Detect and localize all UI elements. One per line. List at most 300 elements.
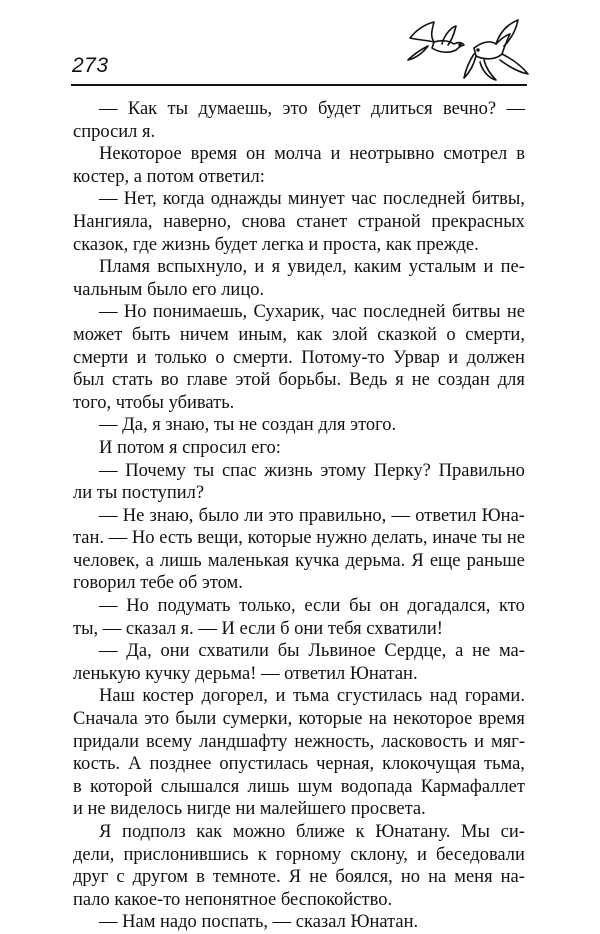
word: Пламя xyxy=(99,257,151,278)
word: должен xyxy=(466,347,525,368)
word: вечно? xyxy=(443,99,497,119)
text-line xyxy=(73,392,525,415)
word: я xyxy=(271,257,281,278)
word: понимаешь, xyxy=(152,302,248,323)
text-line xyxy=(73,618,525,641)
header-divider xyxy=(71,84,527,86)
word: час xyxy=(351,189,377,210)
word: Некоторое xyxy=(99,144,182,165)
word: сгустилась xyxy=(336,686,423,707)
word: во xyxy=(160,370,179,391)
word: я xyxy=(395,370,404,391)
word: пе- xyxy=(500,257,525,278)
word: легка xyxy=(261,234,309,255)
word: смерти xyxy=(73,347,129,368)
word: последней xyxy=(363,302,446,323)
word: нужно xyxy=(316,528,368,549)
word: вещи, xyxy=(197,528,243,549)
word: человек, xyxy=(73,550,140,571)
word: Сначала xyxy=(73,709,138,730)
word: этом. xyxy=(201,573,243,594)
word: для xyxy=(318,415,351,436)
word: дерьма! xyxy=(195,663,261,684)
word: и xyxy=(275,686,286,707)
word: спас xyxy=(221,460,257,481)
word: есть xyxy=(159,528,193,549)
text-line xyxy=(73,798,525,821)
word: было xyxy=(147,279,192,300)
word: поспать, xyxy=(201,912,273,933)
word: я. xyxy=(180,618,199,639)
word: тебя xyxy=(327,618,367,639)
text-line xyxy=(73,550,525,573)
word: об xyxy=(178,573,202,594)
word: это xyxy=(268,505,294,526)
word: жизнь xyxy=(161,234,215,255)
body-text xyxy=(73,98,525,934)
word: Сердце, xyxy=(384,641,447,662)
text-line xyxy=(73,460,525,483)
text-line xyxy=(73,821,525,844)
word: беспокойство. xyxy=(280,889,393,910)
word: ты, xyxy=(73,618,103,639)
word: — xyxy=(99,912,123,933)
text-line xyxy=(73,911,525,934)
word: быть xyxy=(131,324,171,345)
word: сумерки, xyxy=(222,709,293,730)
word: в xyxy=(516,144,525,165)
word: минует xyxy=(287,189,345,210)
word: тан. xyxy=(73,528,105,549)
word: водопада xyxy=(340,776,413,797)
word: — xyxy=(102,618,126,639)
word: если xyxy=(304,596,341,617)
word: горами. xyxy=(464,686,525,707)
word: раньше xyxy=(466,550,525,571)
word: я. xyxy=(142,121,156,142)
word: думаешь, xyxy=(198,99,273,119)
text-line xyxy=(73,347,525,370)
word: ландшафту xyxy=(199,731,288,752)
word: главе xyxy=(186,370,228,391)
word: и xyxy=(330,144,341,165)
text-line xyxy=(73,889,525,912)
text-line xyxy=(73,505,525,528)
word: это xyxy=(144,709,170,730)
word: но xyxy=(400,867,421,888)
word: кучка xyxy=(295,550,340,571)
word: тебе xyxy=(140,573,179,594)
word: час xyxy=(331,302,357,323)
word: тьма, xyxy=(483,754,525,775)
word: — xyxy=(99,189,118,210)
word: тьма xyxy=(292,686,330,707)
word: которой xyxy=(90,776,153,797)
text-line xyxy=(73,234,525,257)
word: боялся, xyxy=(335,867,393,888)
word: говорил xyxy=(73,573,141,594)
word: ли xyxy=(244,505,264,526)
word: мяг- xyxy=(491,731,525,752)
word: ответил: xyxy=(198,166,265,187)
word: сказал xyxy=(125,618,181,639)
word: сказок, xyxy=(73,234,133,255)
word: был xyxy=(73,370,105,391)
word: б xyxy=(280,618,295,639)
word: опустилась xyxy=(219,754,309,775)
word: какое-то xyxy=(114,889,185,910)
word: если xyxy=(239,618,281,639)
word: Нангияла, xyxy=(73,211,153,232)
word: время xyxy=(478,709,525,730)
word: прислонившись xyxy=(123,844,249,865)
word: нежность, xyxy=(294,731,375,752)
word: и xyxy=(448,347,459,368)
word: — xyxy=(99,460,118,481)
word: ли xyxy=(73,483,97,504)
word: лишь xyxy=(247,776,290,797)
word: ответил xyxy=(415,505,477,526)
word: было xyxy=(198,505,239,526)
word: его xyxy=(191,279,222,300)
word: схватили! xyxy=(366,618,443,639)
word: Я xyxy=(411,550,424,571)
word: этой xyxy=(235,370,271,391)
word: непонятное xyxy=(184,889,281,910)
word: костер xyxy=(142,686,194,707)
word: Нам xyxy=(122,912,161,933)
word: молча xyxy=(274,144,322,165)
word: иначе xyxy=(432,528,478,549)
word: правильно, xyxy=(298,505,387,526)
word: — xyxy=(260,663,285,684)
word: придали xyxy=(73,731,139,752)
text-line xyxy=(73,279,525,302)
text-line xyxy=(73,866,525,889)
word: не xyxy=(411,370,430,391)
word: они xyxy=(160,641,190,662)
text-line xyxy=(73,211,525,234)
word: друг xyxy=(73,867,109,888)
word: другом xyxy=(132,867,189,888)
word: снова xyxy=(241,211,286,232)
text-line xyxy=(73,844,525,867)
word: прекрасных xyxy=(431,211,525,232)
word: потом xyxy=(146,166,199,187)
word: Но xyxy=(131,528,155,549)
text-line xyxy=(73,753,525,776)
word: не xyxy=(472,641,491,662)
word: поступил? xyxy=(121,483,205,504)
word: А xyxy=(128,754,142,775)
word: ленькую xyxy=(73,663,146,684)
word: время xyxy=(190,144,238,165)
word: ты xyxy=(193,460,215,481)
word: только xyxy=(155,347,207,368)
word: пало xyxy=(73,889,115,910)
text-line xyxy=(73,731,525,754)
word: бы xyxy=(349,596,371,617)
word: малейшего xyxy=(259,799,351,820)
word: на xyxy=(428,867,447,888)
word: иным, xyxy=(238,324,287,345)
word: — xyxy=(99,302,118,323)
word: а xyxy=(133,166,147,187)
word: бы xyxy=(277,641,300,662)
text-line xyxy=(73,324,525,347)
word: просвета. xyxy=(350,799,426,820)
word: Мы xyxy=(461,822,490,842)
word: ма- xyxy=(498,641,525,662)
text-line xyxy=(73,685,525,708)
word: нигде xyxy=(186,799,236,820)
word: дерьма. xyxy=(345,550,406,571)
word: Как xyxy=(127,99,158,119)
word: И xyxy=(221,618,240,639)
word: смерти, xyxy=(465,324,525,345)
word: не xyxy=(506,528,525,549)
word: Нет, xyxy=(123,189,157,210)
word: будет xyxy=(317,99,361,119)
word: и xyxy=(483,257,494,278)
word: Потому-то xyxy=(301,347,385,368)
word: маленькая xyxy=(207,550,290,571)
text-line xyxy=(73,166,525,189)
word: не xyxy=(506,302,525,323)
word: а xyxy=(145,550,154,571)
word: всему xyxy=(145,731,193,752)
text-line xyxy=(73,301,525,324)
word: черная, xyxy=(316,754,375,775)
word: — xyxy=(108,528,128,549)
word: Сухарик, xyxy=(253,302,325,323)
word: убивать. xyxy=(168,392,235,413)
word: Почему xyxy=(125,460,186,481)
word: И xyxy=(99,437,117,458)
word: чальным xyxy=(73,279,148,300)
word: — xyxy=(272,912,296,933)
word: Но xyxy=(126,596,149,617)
word: Я xyxy=(99,822,112,842)
word: ты xyxy=(167,99,189,119)
word: я xyxy=(168,437,183,458)
word: Наш xyxy=(99,686,135,707)
word: ласковость xyxy=(381,731,468,752)
word: Юнатан. xyxy=(350,912,419,933)
word: только, xyxy=(239,596,296,617)
word: знаю, xyxy=(149,505,194,526)
word: дели, xyxy=(73,844,115,865)
word: битвы xyxy=(451,302,501,323)
word: может xyxy=(73,324,123,345)
word: на- xyxy=(500,867,525,888)
word: слышался xyxy=(160,776,240,797)
text-line xyxy=(73,708,525,731)
word: Урвар xyxy=(393,347,440,368)
word: к xyxy=(355,822,365,842)
word: ответил xyxy=(284,663,350,684)
word: можно xyxy=(232,822,286,842)
word: — xyxy=(198,618,222,639)
word: где xyxy=(132,234,162,255)
word: Не xyxy=(122,505,145,526)
word: создан xyxy=(261,415,319,436)
word: не xyxy=(239,415,262,436)
word: а xyxy=(455,641,464,662)
word: битвы, xyxy=(471,189,525,210)
word: — xyxy=(99,505,118,526)
word: и xyxy=(474,731,485,752)
word: позднее xyxy=(149,754,212,775)
word: и xyxy=(73,799,88,820)
text-line xyxy=(73,527,525,550)
text-line xyxy=(73,663,525,686)
word: спросил xyxy=(182,437,252,458)
word: как xyxy=(385,234,417,255)
word: я xyxy=(152,415,166,436)
word: Юнатану. xyxy=(375,822,451,842)
word: злой xyxy=(331,324,368,345)
word: и xyxy=(417,844,427,865)
text-line xyxy=(73,121,525,144)
word: — xyxy=(99,99,118,119)
word: того, xyxy=(73,392,116,413)
word: смерти. xyxy=(233,347,293,368)
word: не xyxy=(87,799,111,820)
word: он xyxy=(245,144,266,165)
word: кучку xyxy=(145,663,196,684)
word: и xyxy=(136,347,147,368)
word: — xyxy=(99,415,123,436)
word: Ведь xyxy=(349,370,388,391)
word: подполз xyxy=(122,822,186,842)
word: клокочущая xyxy=(382,754,476,775)
word: Львиное xyxy=(308,641,376,662)
word: и xyxy=(308,234,323,255)
word: вспыхнуло, xyxy=(157,257,248,278)
text-line xyxy=(73,369,525,392)
word: делать, xyxy=(371,528,428,549)
word: станет xyxy=(296,211,348,232)
word: Я xyxy=(288,867,302,888)
word: догорел, xyxy=(201,686,268,707)
text-line xyxy=(73,256,525,279)
word: сказкой xyxy=(377,324,437,345)
word: Правильно xyxy=(438,460,525,481)
word: си- xyxy=(500,822,525,842)
word: беседовали xyxy=(436,844,525,865)
word: длиться xyxy=(370,99,433,119)
word: наверно, xyxy=(163,211,232,232)
text-line xyxy=(73,143,525,166)
word: для xyxy=(497,370,525,391)
word: чтобы xyxy=(115,392,169,413)
text-line xyxy=(73,437,525,460)
word: как xyxy=(196,822,223,842)
text-line xyxy=(73,572,525,595)
word: проста, xyxy=(322,234,386,255)
word: знаю, xyxy=(165,415,214,436)
word: увидел, xyxy=(287,257,347,278)
word: над xyxy=(429,686,458,707)
word: страной xyxy=(357,211,421,232)
word: Юнатан. xyxy=(349,663,418,684)
word: подумать xyxy=(157,596,231,617)
word: костер, xyxy=(73,166,134,187)
word: неотрывно xyxy=(349,144,435,165)
word: ничем xyxy=(179,324,229,345)
text-line xyxy=(73,98,525,121)
word: которые xyxy=(298,709,363,730)
word: не xyxy=(309,867,328,888)
word: о xyxy=(215,347,225,368)
birds-ornament-icon xyxy=(404,18,532,84)
word: последней xyxy=(383,189,466,210)
text-line xyxy=(73,188,525,211)
word: и xyxy=(254,257,265,278)
word: спросил xyxy=(73,121,143,142)
word: создан xyxy=(437,370,490,391)
word: это xyxy=(282,99,308,119)
word: когда xyxy=(162,189,205,210)
word: шум xyxy=(297,776,333,797)
word: догадался, xyxy=(407,596,491,617)
word: кость. xyxy=(73,754,121,775)
word: надо xyxy=(160,912,202,933)
word: виделось xyxy=(110,799,187,820)
word: к xyxy=(257,844,267,865)
word: меня xyxy=(454,867,493,888)
word: как xyxy=(296,324,323,345)
word: Перку? xyxy=(373,460,431,481)
word: однажды xyxy=(210,189,282,210)
word: стать xyxy=(112,370,153,391)
text-line xyxy=(73,776,525,799)
word: в xyxy=(73,776,82,797)
word: в xyxy=(196,867,205,888)
word: борьбы. xyxy=(278,370,342,391)
word: — xyxy=(506,99,525,119)
word: он xyxy=(379,596,399,617)
word: темноте. xyxy=(212,867,281,888)
word: ты xyxy=(96,483,122,504)
word: были xyxy=(175,709,217,730)
word: — xyxy=(99,596,118,617)
word: которые xyxy=(247,528,312,549)
text-line xyxy=(73,482,525,505)
word: они xyxy=(294,618,328,639)
word: на xyxy=(368,709,387,730)
word: схватили xyxy=(198,641,269,662)
word: Да, xyxy=(126,641,152,662)
text-line xyxy=(73,414,525,437)
word: склону, xyxy=(350,844,408,865)
word: усталым xyxy=(408,257,477,278)
word: некоторое xyxy=(393,709,473,730)
word: сказал xyxy=(295,912,351,933)
word: будет xyxy=(214,234,262,255)
word: его: xyxy=(251,437,281,458)
word: лишь xyxy=(159,550,202,571)
word: Юна- xyxy=(481,505,525,526)
word: смотрел xyxy=(443,144,508,165)
text-line xyxy=(73,595,525,618)
word: прежде. xyxy=(416,234,479,255)
word: горному xyxy=(275,844,342,865)
page-number: 273 xyxy=(72,54,109,77)
word: ближе xyxy=(296,822,345,842)
word: ни xyxy=(235,799,260,820)
